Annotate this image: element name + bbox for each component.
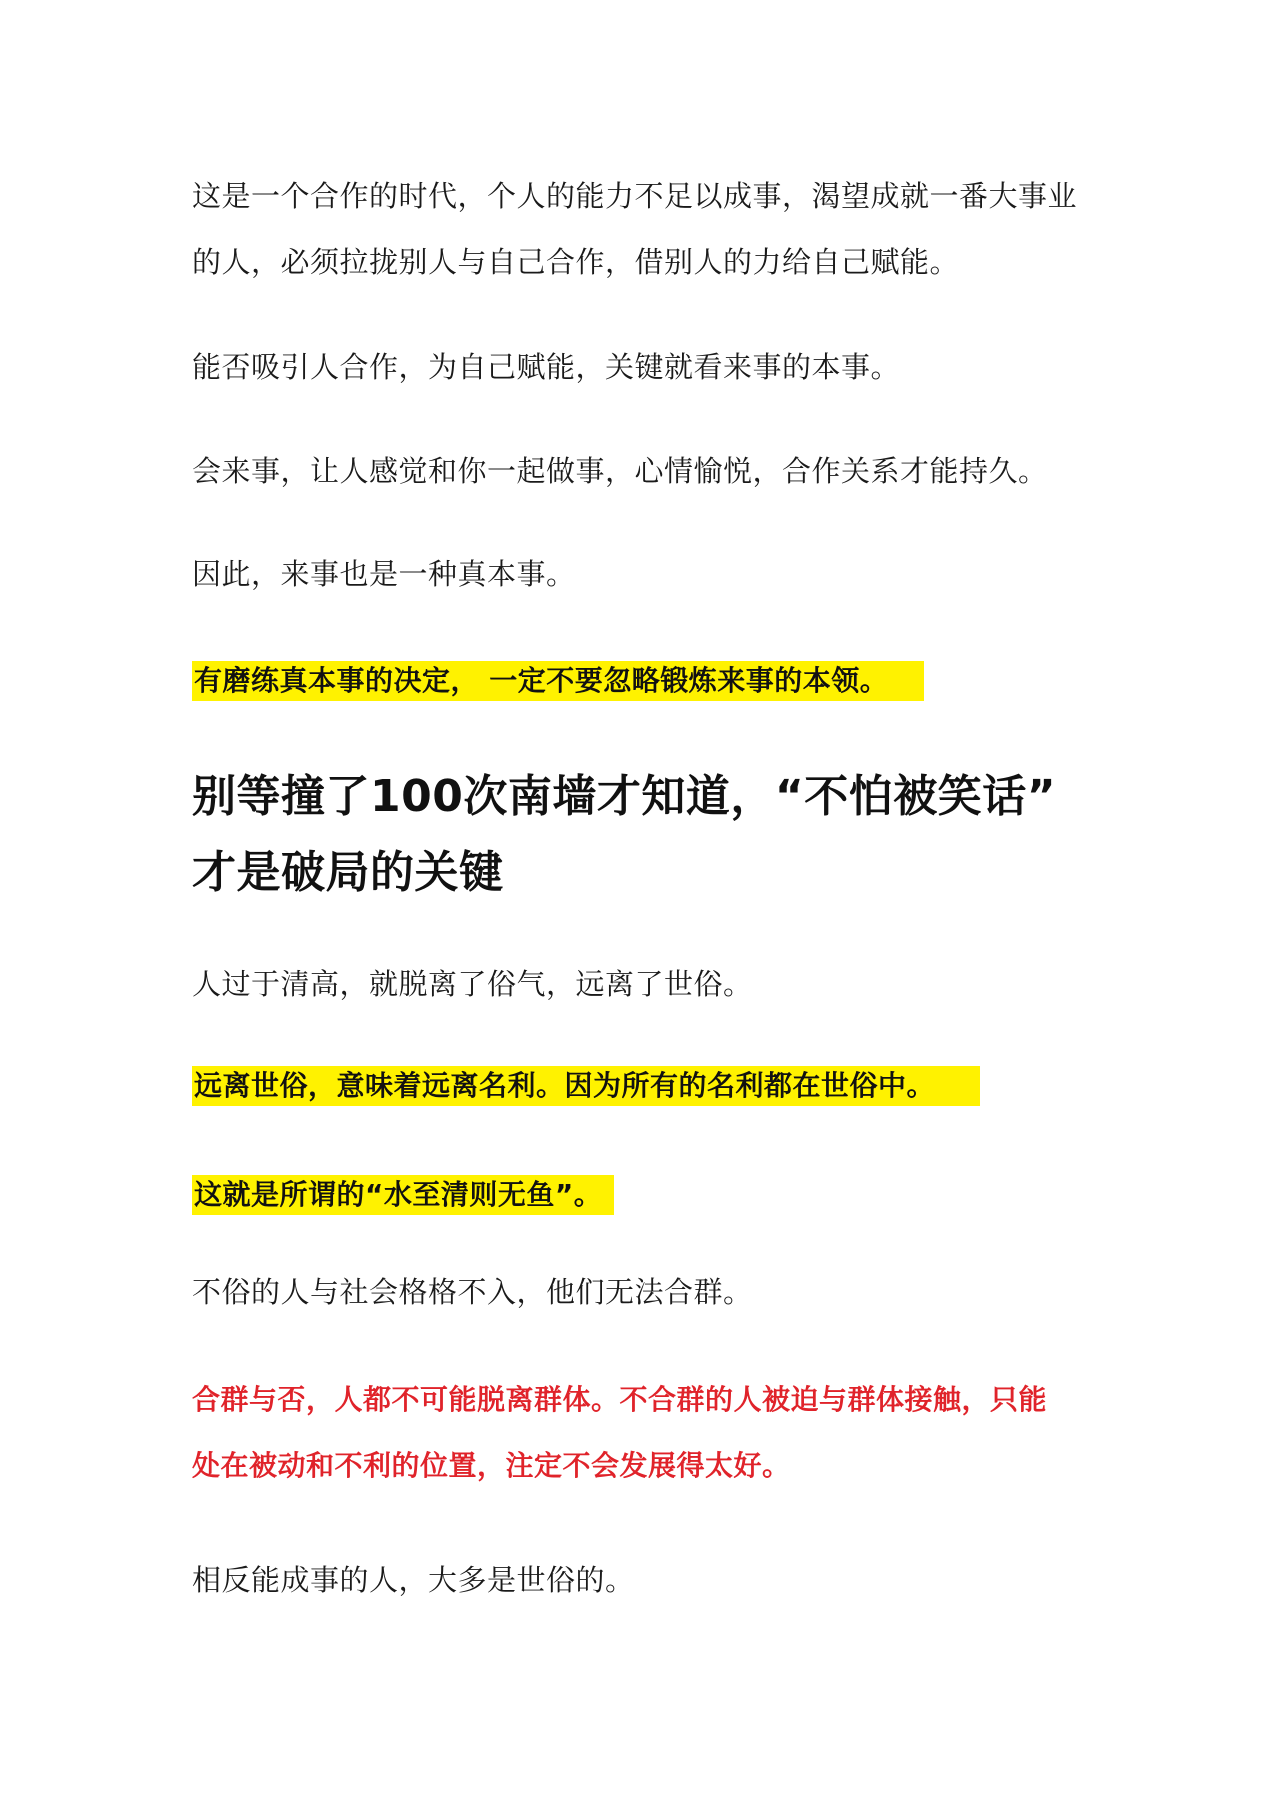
heading-line: 才是破局的关键 [192,847,504,898]
highlight-fame-fortune: 远离世俗，意味着远离名利。因为所有的名利都在世俗中。 [192,1066,980,1106]
highlight-clear-water: 这就是所谓的“水至清则无鱼”。 [192,1175,614,1215]
heading-line: 别等撞了100次南墙才知道，“不怕被笑话” [192,771,1057,822]
paragraph-line: 的人，必须拉拢别人与自己合作，借别人的力给自己赋能。 [192,245,960,279]
highlight-practice-skill: 有磨练真本事的决定， 一定不要忽略锻炼来事的本领。 [192,661,924,701]
emphasis-line: 处在被动和不利的位置，注定不会发展得太好。 [192,1449,791,1482]
paragraph-line: 这是一个合作的时代，个人的能力不足以成事，渴望成就一番大事业 [192,179,1078,213]
paragraph-attract-cooperation: 能否吸引人合作，为自己赋能，关键就看来事的本事。 [192,350,901,384]
paragraph-aloof: 人过于清高，就脱离了俗气，远离了世俗。 [192,967,753,1001]
emphasis-line: 合群与否，人都不可能脱离群体。不合群的人被迫与群体接触，只能 [192,1383,1048,1416]
paragraph-real-skill: 因此，来事也是一种真本事。 [192,557,576,591]
paragraph-worldly-people: 相反能成事的人，大多是世俗的。 [192,1563,635,1597]
paragraph-not-fitting-in: 不俗的人与社会格格不入，他们无法合群。 [192,1275,753,1309]
paragraph-lasting-cooperation: 会来事，让人感觉和你一起做事，心情愉悦，合作关系才能持久。 [192,454,1048,488]
